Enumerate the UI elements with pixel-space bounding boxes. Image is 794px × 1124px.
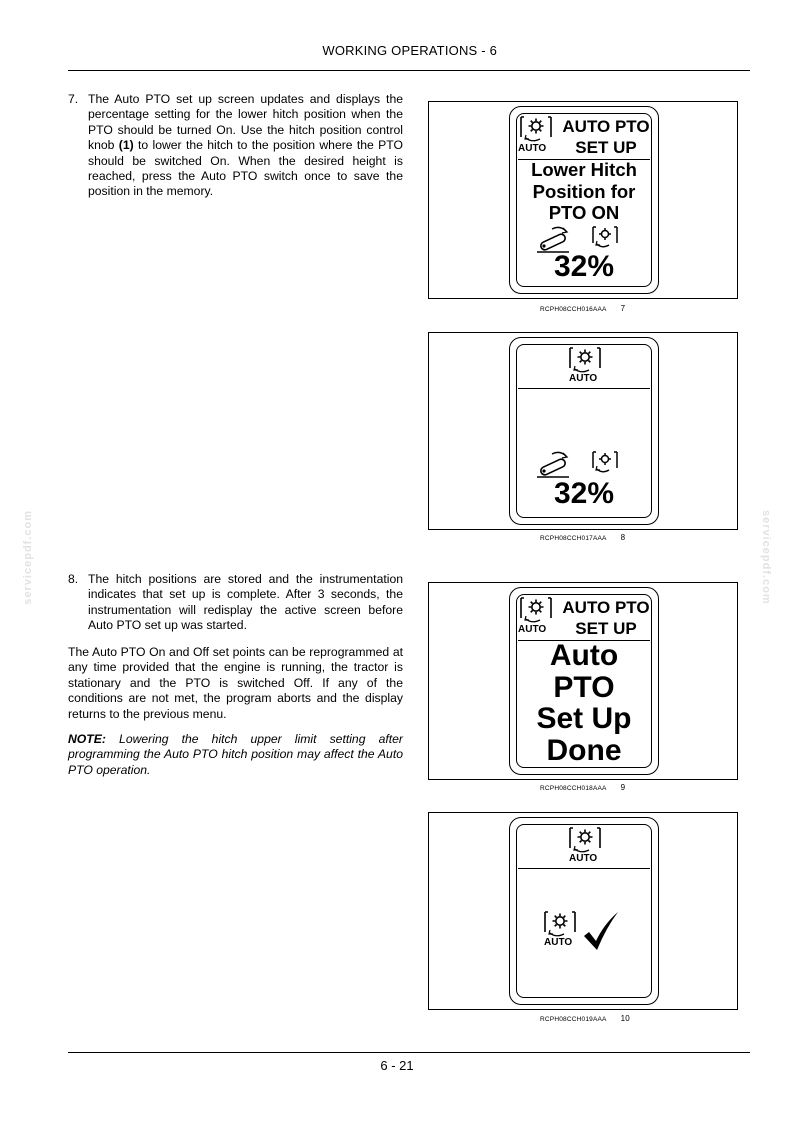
note-paragraph: [68, 732, 403, 778]
display-message: [510, 640, 658, 766]
step-text: The hitch positions are stored and the instrumentation indicates that set up is complete. After 3 seconds, the instrumentation will redisplay the active screen before Auto PTO set up was started.: [88, 572, 403, 633]
pto-auto-icon: [518, 596, 554, 636]
step-number: 8.: [68, 572, 79, 586]
watermark-left: servicepdf.com: [22, 510, 34, 605]
pto-icon-small: [590, 450, 620, 478]
auto-label: AUTO: [518, 143, 547, 154]
page-number: 6 - 21: [380, 1058, 414, 1073]
note-label: NOTE:: [68, 732, 106, 746]
display-title-1: AUTO PTO: [562, 598, 650, 617]
figure-code: RCPH08CCH018AAA: [540, 785, 607, 792]
pto-auto-icon: [518, 115, 554, 155]
message-line: PTO ON: [548, 202, 620, 223]
figure-code: RCPH08CCH017AAA: [540, 535, 607, 542]
pto-auto-icon-center: [542, 910, 578, 950]
figure-10-caption: [540, 1014, 630, 1023]
step-text-cont: to lower the hitch to the position where the PTO should be switched On. When the desired height is reached, press the Auto PTO switch once to save the position in the memory.: [88, 138, 403, 199]
message-line: Done: [546, 733, 622, 767]
hitch-arm-icon: [536, 225, 574, 253]
display-screen: [509, 587, 659, 775]
figure-10-frame: [428, 812, 738, 1010]
display-title-2: SET UP: [575, 138, 637, 157]
figure-code: RCPH08CCH016AAA: [540, 306, 607, 313]
auto-label: AUTO: [544, 937, 573, 948]
figure-7-caption: [540, 304, 625, 313]
checkmark-icon: [580, 910, 622, 952]
auto-label: AUTO: [518, 624, 547, 635]
info-paragraph: The Auto PTO On and Off set points can be reprogrammed at any time provided that the engine is running, the tractor is stationary and the PTO is switched Off. If any of the conditions are not met, the program aborts and the display returns to the previous menu.: [68, 645, 403, 721]
hitch-arm-icon: [536, 450, 574, 478]
figure-number: 9: [620, 783, 626, 792]
watermark-right: servicepdf.com: [760, 510, 772, 605]
display-screen: [509, 817, 659, 1005]
message-line: Lower Hitch: [531, 159, 637, 180]
display-title-1: AUTO PTO: [562, 117, 650, 136]
message-line: PTO: [553, 670, 615, 704]
step-text: The Auto PTO set up screen updates and displays the percentage setting for the lower hitch position when the PTO should be turned On. Use the hitch position control knob: [88, 92, 403, 153]
figure-number: 7: [620, 304, 626, 313]
title-divider: [518, 388, 650, 389]
figure-8-caption: [540, 533, 625, 542]
hitch-percent: 32%: [553, 250, 615, 283]
header-rule: [68, 70, 750, 71]
figure-number: 10: [620, 1014, 630, 1023]
auto-label: AUTO: [569, 373, 598, 384]
figure-8-frame: [428, 332, 738, 530]
figure-9-caption: [540, 783, 625, 792]
display-screen: [509, 337, 659, 525]
hitch-percent: 32%: [553, 477, 615, 510]
figure-code: RCPH08CCH019AAA: [540, 1016, 607, 1023]
display-message: [510, 159, 658, 224]
header-title: WORKING OPERATIONS - 6: [322, 43, 497, 58]
step-8: [68, 572, 403, 634]
figure-7-frame: [428, 101, 738, 299]
step-number: 7.: [68, 92, 79, 106]
message-line: Set Up: [536, 702, 632, 735]
pto-icon-small: [590, 225, 620, 253]
message-line: Auto: [549, 639, 619, 672]
figure-number: 8: [620, 533, 626, 542]
title-divider: [518, 868, 650, 869]
step-7: [68, 92, 403, 200]
pto-auto-icon: [567, 346, 603, 386]
message-line: Position for: [532, 180, 636, 202]
footer-rule: [68, 1052, 750, 1053]
callout-number: (1): [118, 138, 134, 153]
display-title-2: SET UP: [575, 619, 637, 638]
pto-auto-icon: [567, 826, 603, 866]
figure-9-frame: [428, 582, 738, 780]
display-screen: [509, 106, 659, 294]
note-text: Lowering the hitch upper limit setting after programming the Auto PTO hitch position may affect the Auto PTO operation.: [68, 732, 403, 777]
auto-label: AUTO: [569, 853, 598, 864]
